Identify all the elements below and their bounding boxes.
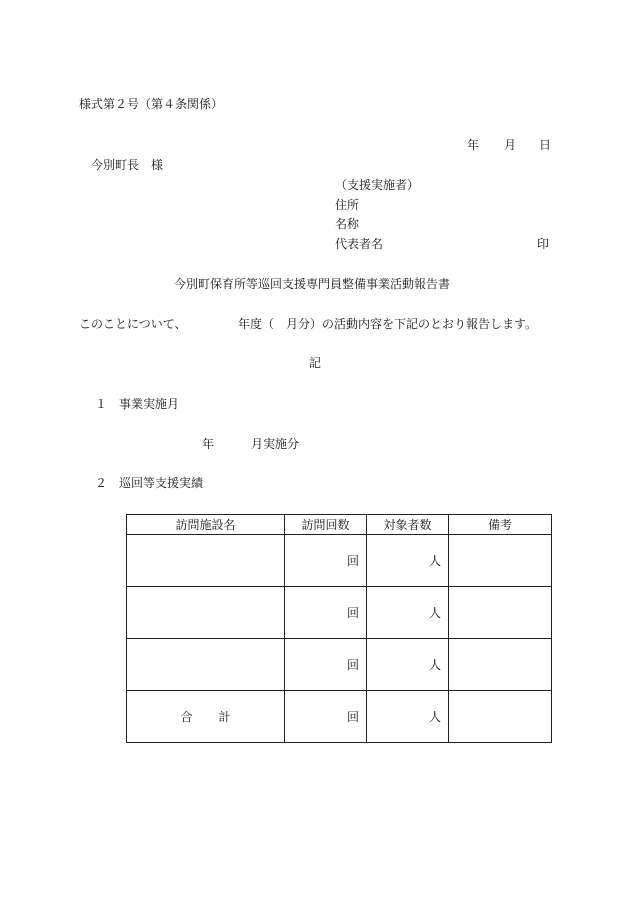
addressee: 今別町長 様 — [91, 158, 164, 172]
table-row — [127, 587, 552, 639]
visit-results-table — [126, 514, 552, 743]
total-notes-cell[interactable] — [449, 691, 552, 743]
total-target-persons-cell[interactable]: 人 — [367, 691, 449, 743]
representative-label: 代表者名 — [335, 237, 384, 251]
total-label-b: 計 — [218, 710, 231, 724]
total-visit-count-cell[interactable]: 回 — [285, 691, 367, 743]
address-label: 住所 — [335, 198, 360, 212]
table-header-row — [127, 515, 552, 535]
name-label: 名称 — [335, 217, 360, 231]
target-persons-cell[interactable]: 人 — [367, 587, 449, 639]
header-facility-name: 訪問施設名 — [127, 515, 285, 535]
facility-name-cell[interactable] — [127, 639, 285, 691]
visit-count-cell[interactable]: 回 — [285, 639, 367, 691]
date-year-label: 年 — [467, 138, 480, 152]
header-visit-count: 訪問回数 — [285, 515, 367, 535]
section1-heading: １ 事業実施月 — [95, 397, 180, 411]
table-row — [127, 535, 552, 587]
table-total-row — [127, 691, 552, 743]
header-notes: 備考 — [449, 515, 552, 535]
section2-heading: ２ 巡回等支援実績 — [95, 476, 204, 490]
form-number: 様式第２号（第４条関係） — [79, 97, 224, 111]
facility-name-cell[interactable] — [127, 587, 285, 639]
total-label-cell — [127, 691, 285, 743]
section1-month-text: 月実施分 — [251, 437, 300, 451]
notes-cell[interactable] — [449, 535, 552, 587]
facility-name-cell[interactable] — [127, 535, 285, 587]
body-lead: このことについて、 — [79, 317, 187, 331]
header-target-persons: 対象者数 — [367, 515, 449, 535]
date-day-label: 日 — [539, 138, 552, 152]
target-persons-cell[interactable]: 人 — [367, 639, 449, 691]
section1-year: 年 — [202, 437, 215, 451]
seal-mark: 印 — [537, 237, 550, 251]
visit-count-cell[interactable]: 回 — [285, 535, 367, 587]
notes-cell[interactable] — [449, 587, 552, 639]
applicant-heading: （支援実施者） — [335, 178, 420, 192]
body-fiscal-year: 年度（ 月分）の活動内容を下記のとおり報告します。 — [238, 317, 538, 331]
date-month-label: 月 — [504, 138, 517, 152]
notes-cell[interactable] — [449, 639, 552, 691]
target-persons-cell[interactable]: 人 — [367, 535, 449, 587]
table-row — [127, 639, 552, 691]
ki-heading: 記 — [309, 356, 322, 370]
visit-count-cell[interactable]: 回 — [285, 587, 367, 639]
total-label-a: 合 — [180, 710, 193, 724]
document-title: 今別町保育所等巡回支援専門員整備事業活動報告書 — [174, 277, 451, 291]
